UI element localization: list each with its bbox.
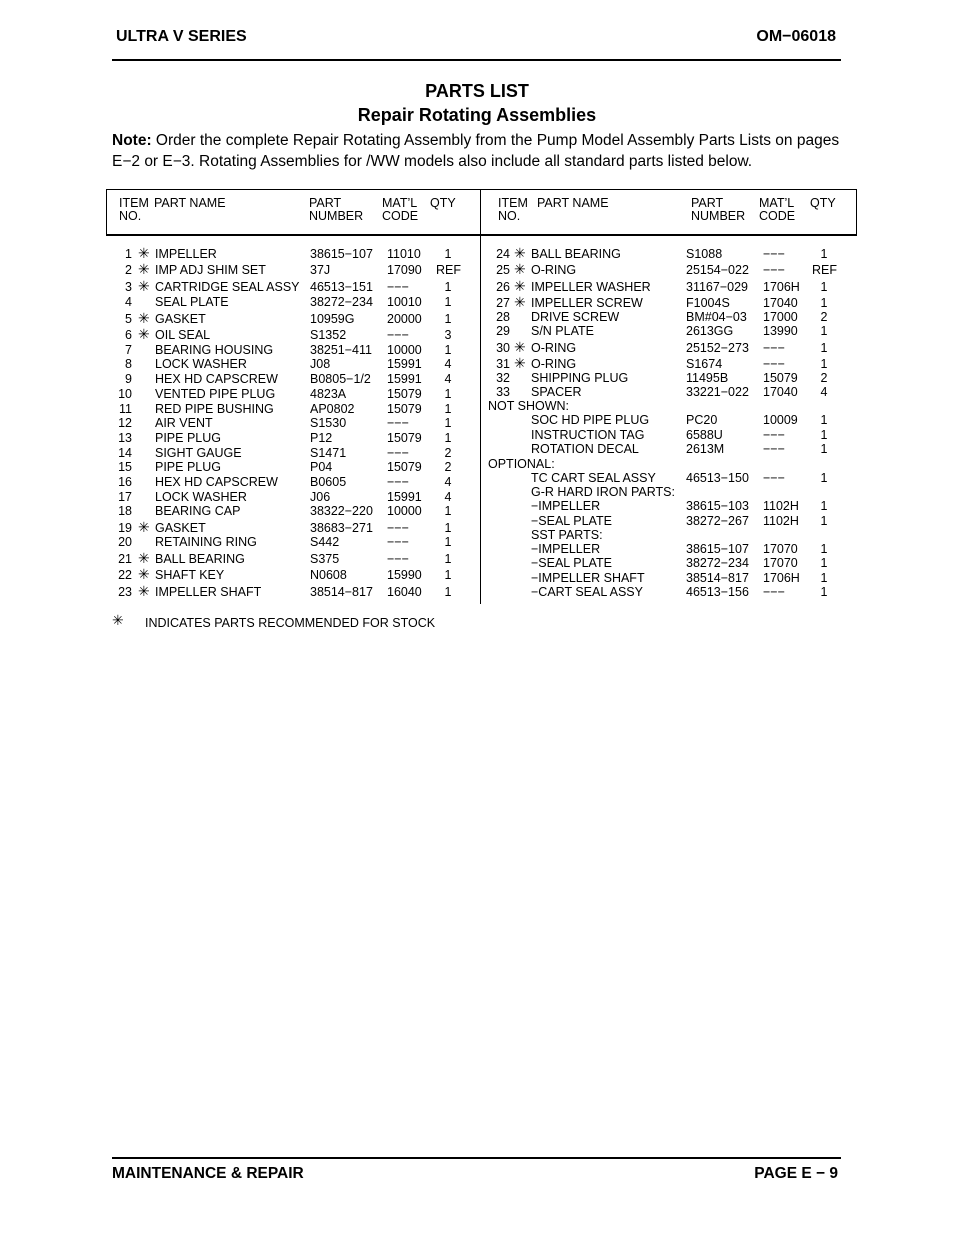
part-number: S1088 — [686, 247, 723, 261]
item-number: 6 — [125, 328, 132, 342]
part-name: IMPELLER SHAFT — [155, 585, 262, 599]
part-name: TC CART SEAL ASSY — [531, 471, 656, 485]
stock-star-icon: ✳ — [138, 566, 150, 582]
part-number: B0805−1/2 — [310, 372, 371, 386]
material-code: −−− — [387, 535, 409, 549]
material-code: 17090 — [387, 263, 422, 277]
item-number: 15 — [118, 460, 132, 474]
part-number: BM#04−03 — [686, 310, 747, 324]
part-name: BALL BEARING — [155, 552, 245, 566]
part-name: GASKET — [155, 521, 206, 535]
part-number: B0605 — [310, 475, 347, 489]
part-name: RED PIPE BUSHING — [155, 402, 274, 416]
item-number: 12 — [118, 416, 132, 430]
part-name: SST PARTS: — [531, 528, 603, 542]
item-number: 3 — [125, 280, 132, 294]
material-code: −−− — [763, 341, 785, 355]
note-paragraph — [112, 130, 852, 172]
item-number: 21 — [118, 552, 132, 566]
material-code: −−− — [387, 416, 409, 430]
part-name: PIPE PLUG — [155, 431, 221, 445]
material-code: 17040 — [763, 296, 798, 310]
quantity: 1 — [820, 428, 828, 442]
item-number: 7 — [125, 343, 132, 357]
material-code: 15079 — [387, 431, 422, 445]
left-header-part-name: PART NAME — [154, 196, 226, 210]
quantity: 1 — [820, 514, 828, 528]
stock-star-icon: ✳ — [138, 310, 150, 326]
part-name: O-RING — [531, 341, 577, 355]
material-code: 15991 — [387, 490, 422, 504]
part-number: 25152−273 — [686, 341, 749, 355]
quantity: 1 — [444, 387, 452, 401]
quantity: 1 — [444, 402, 452, 416]
item-number: 17 — [118, 490, 132, 504]
part-name: PIPE PLUG — [155, 460, 221, 474]
right-header-part-name: PART NAME — [537, 196, 609, 210]
part-name: GASKET — [155, 312, 206, 326]
material-code: 1706H — [763, 280, 800, 294]
stock-star-icon: ✳ — [138, 550, 150, 566]
material-code: −−− — [763, 247, 785, 261]
part-name: IMPELLER — [155, 247, 217, 261]
quantity: 2 — [444, 446, 452, 460]
right-header-part-number: PART NUMBER — [691, 196, 746, 223]
part-number: 37J — [310, 263, 331, 277]
quantity: 1 — [444, 247, 452, 261]
quantity: 1 — [820, 247, 828, 261]
part-number: AP0802 — [310, 402, 355, 416]
part-name: ROTATION DECAL — [531, 442, 639, 456]
item-number: 10 — [118, 387, 132, 401]
quantity: REF — [436, 263, 461, 277]
section-label — [106, 399, 857, 414]
quantity: 1 — [820, 442, 828, 456]
page-title: PARTS LIST — [425, 81, 529, 101]
quantity: 4 — [444, 357, 452, 371]
quantity: 4 — [820, 385, 828, 399]
item-number: 24 — [496, 247, 510, 261]
part-name: −SEAL PLATE — [531, 514, 612, 528]
part-number: 46513−151 — [310, 280, 373, 294]
part-name: BEARING CAP — [155, 504, 241, 518]
material-code: 11010 — [387, 247, 421, 261]
quantity: 1 — [444, 585, 452, 599]
header-series: ULTRA V SERIES — [116, 28, 247, 45]
parts-table — [106, 189, 857, 604]
part-name: SIGHT GAUGE — [155, 446, 242, 460]
material-code: 20000 — [387, 312, 422, 326]
part-number: J08 — [310, 357, 331, 371]
material-code: 10000 — [387, 343, 422, 357]
item-number: 30 — [496, 341, 510, 355]
legend-text: INDICATES PARTS RECOMMENDED FOR STOCK — [145, 616, 436, 630]
item-number: 27 — [496, 296, 510, 310]
part-number: P04 — [310, 460, 333, 474]
part-name: −IMPELLER SHAFT — [531, 571, 645, 585]
item-number: 19 — [118, 521, 132, 535]
item-number: 32 — [496, 371, 510, 385]
footer-page-number: PAGE E − 9 — [754, 1165, 838, 1182]
quantity: 4 — [444, 475, 452, 489]
item-number: 16 — [118, 475, 132, 489]
quantity: 1 — [820, 571, 828, 585]
stock-star-icon: ✳ — [514, 339, 526, 355]
quantity: 4 — [444, 490, 452, 504]
page-subtitle: Repair Rotating Assemblies — [357, 105, 597, 125]
part-name: DRIVE SCREW — [531, 310, 620, 324]
section-label-text: OPTIONAL: — [488, 457, 555, 471]
table-row — [106, 357, 857, 372]
material-code: 13990 — [763, 324, 798, 338]
material-code: −−− — [387, 280, 409, 294]
part-number: 38683−271 — [310, 521, 373, 535]
item-number: 8 — [125, 357, 132, 371]
part-name: SOC HD PIPE PLUG — [531, 413, 650, 427]
part-name: SEAL PLATE — [155, 295, 229, 309]
item-number: 2 — [125, 263, 132, 277]
part-number: 2613GG — [686, 324, 734, 338]
table-row — [106, 556, 857, 571]
quantity: 1 — [444, 295, 452, 309]
item-number: 28 — [496, 310, 510, 324]
material-code: 15079 — [387, 460, 422, 474]
part-name: SHAFT KEY — [155, 568, 225, 582]
table-row — [106, 280, 857, 295]
table-row — [106, 585, 857, 600]
part-name: LOCK WASHER — [155, 357, 247, 371]
part-number: S442 — [310, 535, 340, 549]
quantity: 1 — [820, 357, 828, 371]
material-code: 17040 — [763, 385, 798, 399]
material-code: 16040 — [387, 585, 422, 599]
stock-star-icon: ✳ — [138, 261, 150, 277]
part-number: J06 — [310, 490, 331, 504]
table-row — [106, 310, 857, 325]
item-number: 5 — [125, 312, 132, 326]
table-row — [106, 442, 857, 457]
stock-star-icon: ✳ — [138, 519, 150, 535]
part-number: 46513−156 — [686, 585, 749, 599]
part-number: 38514−817 — [686, 571, 749, 585]
material-code: 10000 — [387, 504, 422, 518]
part-number: S1530 — [310, 416, 347, 430]
part-number: 38615−107 — [310, 247, 373, 261]
item-number: 29 — [496, 324, 510, 338]
stock-star-icon: ✳ — [514, 261, 526, 277]
material-code: 17070 — [763, 556, 798, 570]
part-name: BALL BEARING — [531, 247, 621, 261]
material-code: 17000 — [763, 310, 798, 324]
part-number: 38514−817 — [310, 585, 373, 599]
table-row — [106, 371, 857, 386]
table-row — [106, 247, 857, 262]
quantity: 1 — [820, 585, 828, 599]
material-code: −−− — [763, 428, 785, 442]
part-number: 2613M — [686, 442, 725, 456]
quantity: 1 — [820, 341, 828, 355]
quantity: 2 — [444, 460, 452, 474]
part-name: −SEAL PLATE — [531, 556, 612, 570]
part-number: 10959G — [310, 312, 355, 326]
quantity: 1 — [820, 556, 828, 570]
section-label — [106, 457, 857, 472]
quantity: 1 — [444, 343, 452, 357]
material-code: 15079 — [763, 371, 798, 385]
part-number: P12 — [310, 431, 333, 445]
part-number: 38272−267 — [686, 514, 749, 528]
table-row — [106, 341, 857, 356]
header-rule — [112, 59, 841, 61]
material-code: 15991 — [387, 357, 422, 371]
part-number: 38615−103 — [686, 499, 749, 513]
material-code: 1102H — [763, 499, 799, 513]
quantity: 1 — [444, 280, 452, 294]
quantity: 1 — [820, 413, 828, 427]
part-name: S/N PLATE — [531, 324, 594, 338]
part-name: HEX HD CAPSCREW — [155, 475, 278, 489]
material-code: 1102H — [763, 514, 799, 528]
quantity: 1 — [444, 312, 452, 326]
table-row — [106, 296, 857, 311]
right-header-qty: QTY — [810, 196, 836, 210]
material-code: 1706H — [763, 571, 800, 585]
part-name: −CART SEAL ASSY — [531, 585, 643, 599]
part-number: N0608 — [310, 568, 347, 582]
part-name: O-RING — [531, 357, 577, 371]
quantity: 4 — [444, 372, 452, 386]
table-row — [106, 528, 857, 543]
part-number: 4823A — [310, 387, 347, 401]
material-code: 17070 — [763, 542, 798, 556]
material-code: 10010 — [387, 295, 422, 309]
part-number: 38272−234 — [686, 556, 749, 570]
quantity: 3 — [444, 328, 452, 342]
material-code: −−− — [763, 357, 785, 371]
quantity: 1 — [444, 535, 452, 549]
quantity: 1 — [820, 471, 828, 485]
part-number: S1471 — [310, 446, 347, 460]
item-number: 4 — [125, 295, 132, 309]
footer-rule — [112, 1157, 841, 1159]
item-number: 23 — [118, 585, 132, 599]
item-number: 25 — [496, 263, 510, 277]
stock-star-icon: ✳ — [138, 278, 150, 294]
part-name: SHIPPING PLUG — [531, 371, 629, 385]
item-number: 14 — [118, 446, 132, 460]
part-number: S1674 — [686, 357, 723, 371]
part-name: IMP ADJ SHIM SET — [155, 263, 266, 277]
part-number: 25154−022 — [686, 263, 749, 277]
part-number: 31167−029 — [686, 280, 748, 294]
quantity: 1 — [444, 552, 452, 566]
material-code: −−− — [763, 585, 785, 599]
quantity: 1 — [820, 296, 828, 310]
part-number: 46513−150 — [686, 471, 749, 485]
item-number: 13 — [118, 431, 132, 445]
note-label: Note: — [112, 132, 152, 149]
part-number: S375 — [310, 552, 340, 566]
part-name: SPACER — [531, 385, 582, 399]
quantity: 1 — [820, 499, 828, 513]
stock-star-icon: ✳ — [514, 278, 526, 294]
section-label-text: NOT SHOWN: — [488, 399, 570, 413]
part-number: 38251−411 — [310, 343, 372, 357]
part-name: LOCK WASHER — [155, 490, 247, 504]
part-name: AIR VENT — [155, 416, 213, 430]
stock-star-icon: ✳ — [112, 612, 124, 628]
table-row — [106, 514, 857, 529]
footer-section: MAINTENANCE & REPAIR — [112, 1165, 304, 1182]
part-name: IMPELLER WASHER — [531, 280, 651, 294]
part-name: VENTED PIPE PLUG — [155, 387, 276, 401]
table-row — [106, 324, 857, 342]
left-header-part-number: PART NUMBER — [309, 196, 364, 223]
stock-star-icon: ✳ — [514, 355, 526, 371]
quantity: 2 — [820, 371, 828, 385]
part-number: 11495B — [686, 371, 729, 385]
part-number: 33221−022 — [686, 385, 749, 399]
table-row — [106, 542, 857, 557]
right-header-matl-code: MAT’L CODE — [759, 196, 796, 223]
part-name: INSTRUCTION TAG — [531, 428, 645, 442]
table-row — [106, 485, 857, 500]
part-name: −IMPELLER — [531, 499, 601, 513]
material-code: −−− — [387, 521, 409, 535]
quantity: 1 — [444, 521, 452, 535]
material-code: 10009 — [763, 413, 798, 427]
item-number: 18 — [118, 504, 132, 518]
part-name: O-RING — [531, 263, 577, 277]
part-name: OIL SEAL — [155, 328, 211, 342]
table-row — [106, 428, 857, 443]
part-number: 38615−107 — [686, 542, 749, 556]
item-number: 20 — [118, 535, 132, 549]
quantity: 1 — [444, 416, 452, 430]
table-row — [106, 571, 857, 586]
note-text: Order the complete Repair Rotating Assembly from the Pump Model Assembly Parts Lists on pages E−2 or E−3. Rotating Assemblies for /WW models also include all standard parts listed below. — [112, 132, 840, 170]
part-number: S1352 — [310, 328, 347, 342]
material-code: 15990 — [387, 568, 422, 582]
material-code: −−− — [763, 471, 785, 485]
part-name: G-R HARD IRON PARTS: — [531, 485, 675, 499]
stock-star-icon: ✳ — [138, 245, 150, 261]
header-doc-number: OM−06018 — [756, 28, 836, 45]
right-header-item: ITEM NO. — [498, 196, 528, 223]
part-number: 38272−234 — [310, 295, 373, 309]
part-name: −IMPELLER — [531, 542, 601, 556]
quantity: 2 — [820, 310, 828, 324]
item-number: 9 — [125, 372, 132, 386]
part-name: IMPELLER SCREW — [531, 296, 643, 310]
item-number: 1 — [125, 247, 132, 261]
material-code: 15079 — [387, 402, 422, 416]
left-header-matl-code: MAT’L CODE — [382, 196, 419, 223]
stock-star-icon: ✳ — [514, 245, 526, 261]
material-code: 15991 — [387, 372, 422, 386]
table-row — [106, 499, 857, 514]
item-number: 22 — [118, 568, 132, 582]
quantity: 1 — [820, 280, 828, 294]
item-number: 26 — [496, 280, 510, 294]
item-number: 11 — [119, 402, 132, 416]
part-number: 6588U — [686, 428, 723, 442]
part-name: BEARING HOUSING — [155, 343, 274, 357]
left-header-qty: QTY — [430, 196, 456, 210]
table-row — [106, 413, 857, 428]
material-code: −−− — [387, 446, 409, 460]
stock-star-icon: ✳ — [138, 326, 150, 342]
quantity: REF — [812, 263, 837, 277]
quantity: 1 — [444, 568, 452, 582]
table-row — [106, 385, 857, 400]
stock-star-icon: ✳ — [514, 294, 526, 310]
part-number: PC20 — [686, 413, 718, 427]
part-number: 38322−220 — [310, 504, 373, 518]
material-code: −−− — [387, 475, 409, 489]
quantity: 1 — [444, 431, 452, 445]
quantity: 1 — [820, 324, 828, 338]
item-number: 31 — [496, 357, 510, 371]
quantity: 1 — [820, 542, 828, 556]
table-row — [106, 471, 857, 486]
item-number: 33 — [496, 385, 510, 399]
part-name: RETAINING RING — [155, 535, 257, 549]
material-code: −−− — [763, 442, 785, 456]
material-code: −−− — [387, 328, 409, 342]
left-header-item: ITEM NO. — [119, 196, 149, 223]
part-number: F1004S — [686, 296, 730, 310]
material-code: −−− — [387, 552, 409, 566]
stock-star-icon: ✳ — [138, 583, 150, 599]
quantity: 1 — [444, 504, 452, 518]
part-name: CARTRIDGE SEAL ASSY — [155, 280, 300, 294]
material-code: 15079 — [387, 387, 422, 401]
material-code: −−− — [763, 263, 785, 277]
part-name: HEX HD CAPSCREW — [155, 372, 278, 386]
table-row — [106, 263, 857, 278]
